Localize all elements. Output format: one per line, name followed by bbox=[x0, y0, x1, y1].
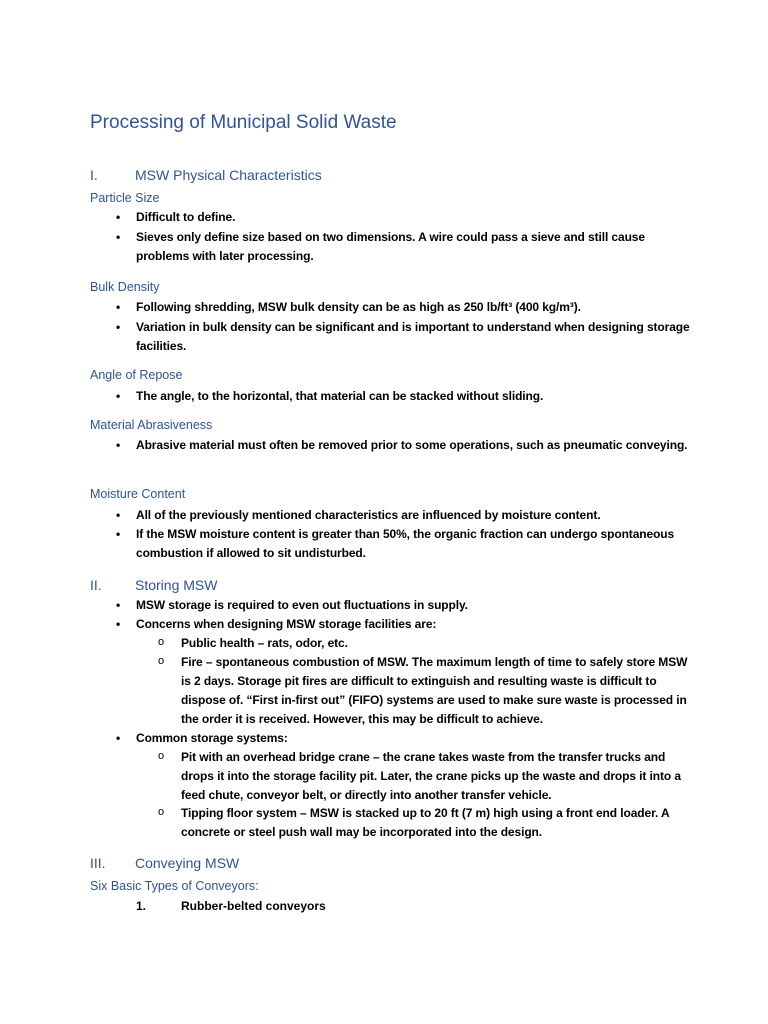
section-title: Conveying MSW bbox=[135, 855, 240, 871]
sub-bullet-item: Fire – spontaneous combustion of MSW. The maximum length of time to safely store MSW is 2 days. Storage pit fires are difficult to extinguish and resulting waste is difficult to dispose of. “First in-first out” (FIFO) systems are used to make sure waste is processed in the order it is received. However, this may be difficult to achieve. bbox=[181, 655, 688, 726]
sub-bullet-item: Tipping floor system – MSW is stacked up to 20 ft (7 m) high using a front end loader. A concrete or steel push wall may be incorporated into the design. bbox=[181, 806, 670, 839]
circle-marker: o bbox=[158, 636, 165, 648]
section-heading-2 bbox=[90, 577, 217, 593]
circle-marker: o bbox=[158, 655, 165, 667]
sub-bullet-item: Public health – rats, odor, etc. bbox=[181, 636, 348, 650]
bullet-marker: • bbox=[116, 210, 121, 224]
bullet-marker: • bbox=[116, 230, 121, 244]
bullet-item: The angle, to the horizontal, that material can be stacked without sliding. bbox=[136, 389, 544, 403]
numbered-item bbox=[136, 899, 326, 913]
bullet-item: Common storage systems: bbox=[136, 731, 288, 745]
item-number: 1. bbox=[136, 899, 147, 913]
bullet-marker: • bbox=[116, 617, 121, 631]
bullet-item: Sieves only define size based on two dimensions. A wire could pass a sieve and still cause problems with later processing. bbox=[136, 230, 645, 263]
bullet-marker: • bbox=[116, 731, 121, 745]
bullet-marker: • bbox=[116, 598, 121, 612]
document-title: Processing of Municipal Solid Waste bbox=[90, 112, 397, 133]
section-heading-1 bbox=[90, 167, 322, 183]
bullet-marker: • bbox=[116, 508, 121, 522]
bullet-item: Abrasive material must often be removed prior to some operations, such as pneumatic conveying. bbox=[136, 438, 688, 452]
bullet-item: All of the previously mentioned characteristics are influenced by moisture content. bbox=[136, 508, 601, 522]
bullet-marker: • bbox=[116, 300, 121, 314]
sub-bullet-item: Pit with an overhead bridge crane – the crane takes waste from the transfer trucks and drops it into the storage facility pit. Later, the crane picks up the waste and drops it into a feed chute, conveyor belt, or directly into another transfer vehicle. bbox=[181, 750, 681, 802]
section-title: Storing MSW bbox=[135, 577, 218, 593]
bullet-marker: • bbox=[116, 389, 121, 403]
subheading-angle-of-repose: Angle of Repose bbox=[90, 368, 183, 382]
section-title: MSW Physical Characteristics bbox=[135, 167, 322, 183]
bullet-marker: • bbox=[116, 527, 121, 541]
section-number: II. bbox=[90, 577, 102, 593]
subheading-particle-size: Particle Size bbox=[90, 191, 160, 205]
item-label: Rubber-belted conveyors bbox=[181, 899, 326, 913]
bullet-marker: • bbox=[116, 320, 121, 334]
subheading-bulk-density: Bulk Density bbox=[90, 280, 160, 294]
section-number: I. bbox=[90, 167, 98, 183]
bullet-marker: • bbox=[116, 438, 121, 452]
section-heading-3 bbox=[90, 855, 239, 871]
circle-marker: o bbox=[158, 750, 165, 762]
bullet-item: Following shredding, MSW bulk density can be as high as 250 lb/ft³ (400 kg/m³). bbox=[136, 300, 581, 314]
section-number: III. bbox=[90, 855, 106, 871]
bullet-item: Difficult to define. bbox=[136, 210, 236, 224]
subheading-conveyors: Six Basic Types of Conveyors: bbox=[90, 879, 259, 893]
bullet-item: If the MSW moisture content is greater than 50%, the organic fraction can undergo spontaneous combustion if allowed to sit undisturbed. bbox=[136, 527, 675, 560]
bullet-item: MSW storage is required to even out fluctuations in supply. bbox=[136, 598, 468, 612]
circle-marker: o bbox=[158, 806, 165, 818]
subheading-material-abrasiveness: Material Abrasiveness bbox=[90, 418, 213, 432]
bullet-item: Concerns when designing MSW storage facilities are: bbox=[136, 617, 437, 631]
bullet-item: Variation in bulk density can be significant and is important to understand when designing storage facilities. bbox=[136, 320, 690, 353]
subheading-moisture-content: Moisture Content bbox=[90, 487, 186, 501]
